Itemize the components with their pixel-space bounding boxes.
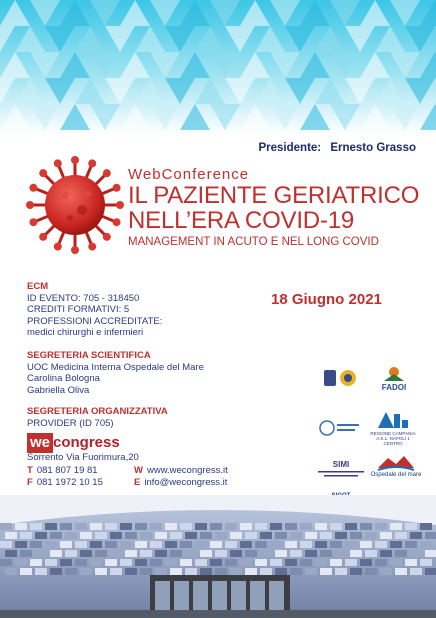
facade-panel: [185, 550, 197, 557]
facade-panel: [290, 568, 302, 575]
hospital-building-illustration: [0, 495, 436, 618]
facade-panel: [125, 550, 137, 557]
virus-spike-tip: [54, 243, 62, 251]
facade-panel: [365, 550, 377, 557]
facade-panel: [155, 532, 167, 539]
main-subtitle: MANAGEMENT IN ACUTO E NEL LONG COVID: [128, 236, 379, 248]
virus-spike-tip: [71, 156, 79, 164]
facade-panel: [365, 568, 377, 575]
facade-panel: [60, 523, 72, 530]
header-triangle-pattern: [0, 0, 436, 135]
asl-subtext: REGIONE CAMPANIA A.S.L. NAPOLI 1 CENTRO: [370, 431, 416, 446]
facade-panel: [365, 532, 377, 539]
facade-panel: [155, 550, 167, 557]
scientific-line: Gabriella Oliva: [27, 384, 90, 396]
facade-panel: [410, 568, 422, 575]
facade-panel: [225, 541, 237, 548]
asl-logo: [366, 410, 420, 446]
virus-spike-tip: [39, 233, 47, 241]
ecm-line: PROFESSIONI ACCREDITATE:: [27, 315, 163, 327]
facade-panel: [275, 532, 287, 539]
email-line: [134, 477, 227, 488]
facade-panel: [105, 559, 117, 566]
email-label: E: [134, 477, 141, 488]
facade-panel: [395, 568, 407, 575]
facade-panel: [165, 541, 177, 548]
facade-panel: [380, 550, 392, 557]
ecm-line: ID EVENTO: 705 - 318450: [27, 292, 140, 304]
virus-spike-tip: [26, 201, 34, 209]
facade-panel: [95, 532, 107, 539]
event-date: 18 Giugno 2021: [271, 291, 382, 308]
entrance-door: [269, 581, 284, 611]
facade-panel: [230, 550, 242, 557]
facade-panel: [315, 559, 327, 566]
facade-panel: [150, 523, 162, 530]
facade-panel: [5, 550, 17, 557]
webconference-kicker: WebConference: [128, 166, 250, 183]
scientific-line: UOC Medicina Interna Ospedale del Mare: [27, 361, 204, 373]
entrance-door: [212, 581, 227, 611]
facade-panel: [375, 559, 387, 566]
ospedale-text: Ospedale del mare: [370, 472, 422, 478]
facade-panel: [185, 532, 197, 539]
facade-panel: [185, 568, 197, 575]
society-crest-logo: [318, 368, 362, 391]
facade-panel: [150, 559, 162, 566]
facade-panel: [65, 532, 77, 539]
facade-panel: [270, 559, 282, 566]
facade-panel: [255, 523, 267, 530]
ecm-line: CREDITI FORMATIVI: 5: [27, 304, 130, 315]
facade-panel: [380, 532, 392, 539]
facade-panel: [120, 523, 132, 530]
facade-panel: [200, 532, 212, 539]
facade-panel: [315, 523, 327, 530]
facade-panel: [260, 568, 272, 575]
facade-panel: [255, 541, 267, 548]
facade-panel: [200, 568, 212, 575]
simi-logo: [316, 460, 366, 480]
facade-panel: [375, 541, 387, 548]
facade-panel: [240, 559, 252, 566]
geriatrics-society-icon: [317, 418, 361, 440]
facade-panel: [305, 532, 317, 539]
title-block: [128, 166, 428, 248]
facade-panel: [405, 523, 417, 530]
entrance-door: [155, 581, 170, 611]
fax-line: [27, 477, 103, 488]
wecongress-logo: [27, 433, 120, 453]
facade-panel: [90, 559, 102, 566]
crest-icon: [320, 368, 360, 390]
facade-panel: [110, 532, 122, 539]
facade-panel: [65, 568, 77, 575]
facade-panel: [20, 532, 32, 539]
facade-panel: [300, 541, 312, 548]
facade-panel: [285, 541, 297, 548]
facade-panel: [75, 523, 87, 530]
facade-panel: [345, 523, 357, 530]
facade-panel: [110, 568, 122, 575]
phone-number: 081 807 19 81: [36, 465, 98, 476]
facade-panel: [210, 523, 222, 530]
entrance-door: [231, 581, 246, 611]
president-label: Presidente:: [258, 142, 322, 154]
facade-panel: [180, 559, 192, 566]
facade-panel: [45, 523, 57, 530]
facade-panel: [80, 532, 92, 539]
facade-panel: [350, 532, 362, 539]
virus-spike-tip: [54, 159, 62, 167]
wecongress-logo-congress: congress: [53, 434, 120, 451]
facade-panel: [170, 550, 182, 557]
facade-panel: [80, 550, 92, 557]
virus-spike-tip: [29, 184, 37, 192]
virus-spike-tip: [113, 218, 121, 226]
facade-panel: [230, 532, 242, 539]
facade-panel: [15, 559, 27, 566]
facade-panel: [360, 523, 372, 530]
facade-panel: [315, 541, 327, 548]
main-title-line2: NELL’ERA COVID-19: [128, 207, 355, 234]
entrance-door: [250, 581, 265, 611]
facade-panel: [180, 541, 192, 548]
facade-panel: [305, 550, 317, 557]
facade-panel: [210, 541, 222, 548]
virus-spike-tip: [116, 201, 124, 209]
facade-panel: [90, 541, 102, 548]
facade-panel: [320, 568, 332, 575]
virus-spike-tip: [103, 169, 111, 177]
facade-panel: [320, 532, 332, 539]
facade-panel: [405, 541, 417, 548]
facade-panel: [305, 568, 317, 575]
facade-panel: [50, 550, 62, 557]
facade-panel: [125, 568, 137, 575]
facade-panel: [45, 559, 57, 566]
fadoi-text: FADOI: [381, 383, 407, 392]
facade-panel: [390, 559, 402, 566]
organizing-header: SEGRETERIA ORGANIZZATIVA: [27, 406, 168, 417]
facade-panel: [60, 541, 72, 548]
facade-panel: [230, 568, 242, 575]
facade-panel: [270, 523, 282, 530]
facade-panel: [360, 541, 372, 548]
virus-spike-tip: [29, 218, 37, 226]
facade-panel: [410, 532, 422, 539]
facade-panel: [360, 559, 372, 566]
facade-panel: [90, 523, 102, 530]
fax-number: 081 1972 10 15: [36, 477, 103, 488]
facade-panel: [135, 541, 147, 548]
facade-panel: [5, 532, 17, 539]
facade-panel: [35, 550, 47, 557]
facade-panel: [240, 541, 252, 548]
facade-panel: [120, 559, 132, 566]
scientific-header: SEGRETERIA SCIENTIFICA: [27, 350, 151, 361]
facade-panel: [35, 532, 47, 539]
entrance-door: [193, 581, 208, 611]
facade-panel: [210, 559, 222, 566]
fadoi-emblem-icon: [381, 366, 407, 382]
facade-panel: [140, 568, 152, 575]
ecm-header: ECM: [27, 281, 49, 292]
provider-line: PROVIDER (ID 705): [27, 417, 114, 429]
facade-panel: [330, 559, 342, 566]
facade-panel: [135, 559, 147, 566]
facade-panel: [425, 550, 436, 557]
facade-panel: [0, 559, 12, 566]
virus-spike-tip: [103, 233, 111, 241]
facade-panel: [65, 550, 77, 557]
facade-panel: [140, 550, 152, 557]
facade-panel: [270, 541, 282, 548]
facade-panel: [120, 541, 132, 548]
facade-panel: [290, 532, 302, 539]
facade-panel: [300, 523, 312, 530]
virus-spike-tip: [39, 169, 47, 177]
facade-panel: [350, 568, 362, 575]
facade-panel: [95, 568, 107, 575]
facade-panel: [195, 523, 207, 530]
facade-panel: [345, 559, 357, 566]
asl-emblem-icon: [376, 410, 410, 430]
facade-panel: [375, 523, 387, 530]
facade-panel: [215, 532, 227, 539]
facade-panel: [195, 541, 207, 548]
facade-panel: [215, 550, 227, 557]
facade-panel: [425, 532, 436, 539]
facade-panel: [180, 523, 192, 530]
facade-panel: [330, 541, 342, 548]
scientific-secretariat: [27, 350, 204, 396]
facade-panel: [75, 559, 87, 566]
email-link[interactable]: info@wecongress.it: [144, 477, 228, 488]
facade-panel: [395, 550, 407, 557]
facade-panel: [345, 541, 357, 548]
facade-panel: [20, 568, 32, 575]
facade-panel: [425, 568, 436, 575]
website-label: W: [134, 465, 143, 476]
facade-panel: [80, 568, 92, 575]
facade-panel: [405, 559, 417, 566]
phone-line: [27, 465, 98, 476]
facade-panel: [215, 568, 227, 575]
ecm-section: [27, 281, 162, 339]
fax-label: F: [27, 477, 33, 488]
facade-panel: [140, 532, 152, 539]
facade-panel: [150, 541, 162, 548]
simi-lines-icon: [318, 469, 364, 479]
facade-panel: [125, 532, 137, 539]
ospedale-wave-icon: [376, 454, 416, 472]
facade-panel: [75, 541, 87, 548]
virus-spike-tip: [71, 246, 79, 254]
facade-panel: [335, 550, 347, 557]
facade-panel: [0, 523, 12, 530]
facade-panel: [335, 568, 347, 575]
facade-panel: [170, 532, 182, 539]
facade-panel: [390, 523, 402, 530]
facade-panel: [105, 523, 117, 530]
facade-panel: [195, 559, 207, 566]
facade-panel: [260, 550, 272, 557]
facade-panel: [335, 532, 347, 539]
president-line: [259, 142, 417, 154]
facade-panel: [15, 523, 27, 530]
facade-panel: [380, 568, 392, 575]
fadoi-logo: [372, 366, 416, 392]
facade-panel: [275, 568, 287, 575]
facade-panel: [260, 532, 272, 539]
facade-panel: [155, 568, 167, 575]
facade-panel: [165, 559, 177, 566]
scientific-line: Carolina Bologna: [27, 373, 100, 384]
facade-panel: [50, 568, 62, 575]
facade-panel: [170, 568, 182, 575]
facade-panel: [165, 523, 177, 530]
organizing-secretariat: [27, 406, 168, 429]
facade-panel: [245, 568, 257, 575]
ospedale-del-mare-logo: [370, 454, 422, 478]
virus-spike-tip: [88, 159, 96, 167]
ecm-line: medici chirurghi e infermieri: [27, 327, 144, 338]
facade-panel: [420, 523, 432, 530]
facade-panel: [135, 523, 147, 530]
facade-panel: [30, 559, 42, 566]
facade-panel: [95, 550, 107, 557]
facade-panel: [110, 550, 122, 557]
facade-panel: [0, 541, 12, 548]
website-link[interactable]: www.wecongress.it: [146, 465, 228, 476]
wecongress-logo-we: we: [27, 433, 53, 453]
facade-panel: [395, 532, 407, 539]
facade-panel: [245, 550, 257, 557]
president-name: Ernesto Grasso: [330, 142, 416, 154]
facade-panel: [285, 523, 297, 530]
facade-panel: [275, 550, 287, 557]
facade-panel: [255, 559, 267, 566]
geriatrics-society-logo: [316, 418, 362, 441]
facade-panel: [30, 523, 42, 530]
facade-panel: [285, 559, 297, 566]
facade-panel: [300, 559, 312, 566]
facade-panel: [225, 523, 237, 530]
website-line: [134, 465, 228, 476]
facade-panel: [30, 541, 42, 548]
entrance-door: [174, 581, 189, 611]
coronavirus-icon: [20, 150, 130, 260]
facade-panel: [245, 532, 257, 539]
facade-panel: [200, 550, 212, 557]
facade-panel: [410, 550, 422, 557]
facade-panel: [290, 550, 302, 557]
facade-panel: [60, 559, 72, 566]
facade-panel: [330, 523, 342, 530]
facade-panel: [225, 559, 237, 566]
facade-panel: [5, 568, 17, 575]
virus-spike-tip: [88, 243, 96, 251]
facade-panel: [240, 523, 252, 530]
simi-text: SIMI: [332, 460, 350, 469]
facade-panel: [50, 532, 62, 539]
facade-panel: [320, 550, 332, 557]
main-title-line1: IL PAZIENTE GERIATRICO: [128, 182, 420, 209]
facade-panel: [35, 568, 47, 575]
facade-panel: [20, 550, 32, 557]
facade-panel: [45, 541, 57, 548]
facade-panel: [105, 541, 117, 548]
facade-panel: [350, 550, 362, 557]
facade-panel: [15, 541, 27, 548]
facade-panel: [390, 541, 402, 548]
phone-label: T: [27, 465, 33, 476]
facade-panel: [420, 541, 432, 548]
facade-panel: [420, 559, 432, 566]
address: Sorrento Via Fuorimura,20: [27, 452, 139, 463]
virus-spike-tip: [113, 184, 121, 192]
